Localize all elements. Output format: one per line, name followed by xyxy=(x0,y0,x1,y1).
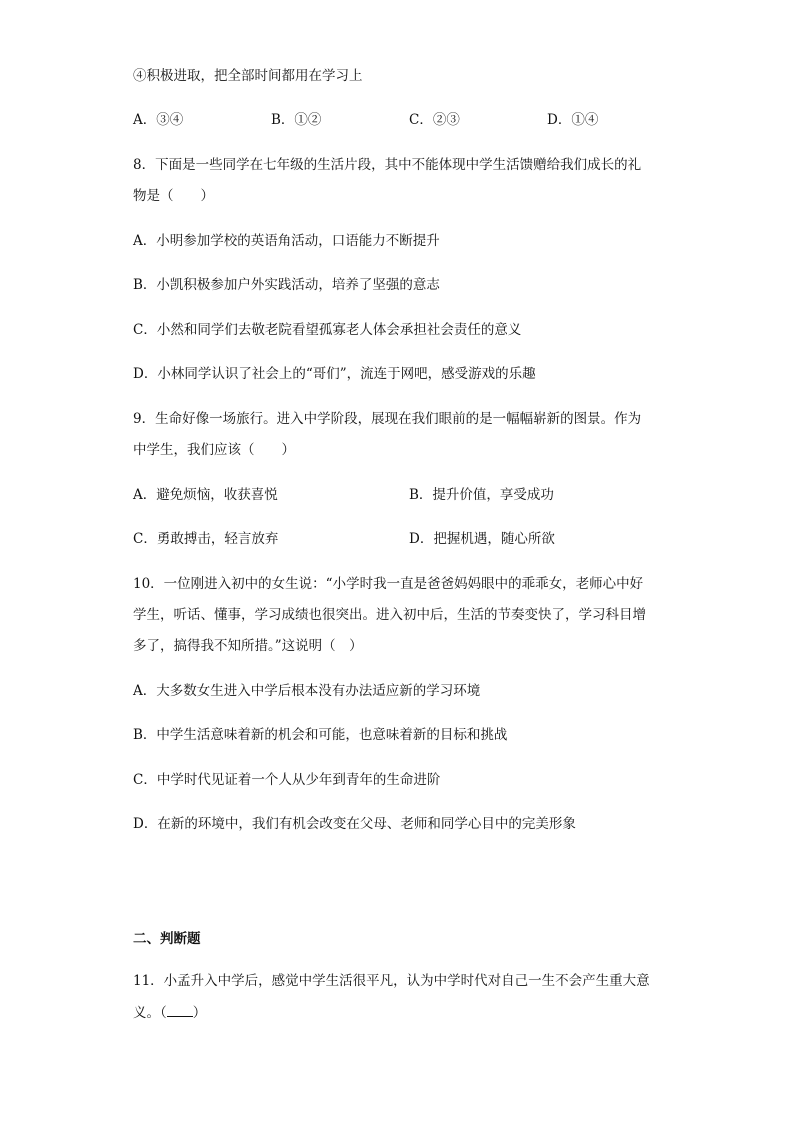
q9-option-b: B．提升价值，享受成功 xyxy=(409,487,554,503)
q9-option-d: D．把握机遇，随心所欲 xyxy=(409,531,555,547)
q10-option-b: B．中学生活意味着新的机会和可能，也意味着新的目标和挑战 xyxy=(133,727,508,743)
q9-stem-line-2: 中学生，我们应该（ ） xyxy=(133,442,295,458)
q10-option-a: A．大多数女生进入中学后根本没有办法适应新的学习环境 xyxy=(133,683,481,699)
q7-option-d: D．①④ xyxy=(547,112,599,128)
q7-option-b: B．①② xyxy=(271,112,322,128)
q9-option-a: A．避免烦恼，收获喜悦 xyxy=(133,487,278,503)
q7-option-a: A．③④ xyxy=(133,112,184,128)
q10-stem-line-2: 学生，听话、懂事，学习成绩也很突出。进入初中后，生活的节奏变快了，学习科目增 xyxy=(133,607,646,623)
q11-stem-line-2 xyxy=(133,1002,206,1023)
q8-stem-line-2: 物是（ ） xyxy=(133,188,214,204)
q10-stem-line-3: 多了，搞得我不知所措。”这说明（ ） xyxy=(133,638,363,654)
q11-stem-line-2-prefix: 义。（ xyxy=(133,1005,167,1021)
q10-option-d: D．在新的环境中，我们有机会改变在父母、老师和同学心目中的完美形象 xyxy=(133,816,576,832)
q11-answer-blank[interactable] xyxy=(167,1002,193,1017)
q8-option-c: C．小然和同学们去敬老院看望孤寡老人体会承担社会责任的意义 xyxy=(133,322,522,338)
q7-item-4: ④积极进取，把全部时间都用在学习上 xyxy=(133,68,363,84)
q7-option-c: C．②③ xyxy=(409,112,460,128)
q8-option-b: B．小凯积极参加户外实践活动，培养了坚强的意志 xyxy=(133,277,440,293)
section-title-judgement: 二、判断题 xyxy=(133,931,201,947)
q9-stem-line-1: 9．生命好像一场旅行。进入中学阶段，展现在我们眼前的是一幅幅崭新的图景。作为 xyxy=(133,411,642,427)
q8-option-d: D．小林同学认识了社会上的“哥们”，流连于网吧，感受游戏的乐趣 xyxy=(133,366,536,382)
q11-stem-line-2-suffix: ） xyxy=(192,1005,207,1021)
q11-stem-line-1: 11．小孟升入中学后，感觉中学生活很平凡，认为中学时代对自己一生不会产生重大意 xyxy=(133,973,650,989)
q9-option-c: C．勇敢搏击，轻言放弃 xyxy=(133,531,279,547)
q8-stem-line-1: 8．下面是一些同学在七年级的生活片段，其中不能体现中学生活馈赠给我们成长的礼 xyxy=(133,157,642,173)
q10-stem-line-1: 10．一位刚进入初中的女生说：“小学时我一直是爸爸妈妈眼中的乖乖女，老师心中好 xyxy=(133,576,644,592)
q10-option-c: C．中学时代见证着一个人从少年到青年的生命进阶 xyxy=(133,772,441,788)
q8-option-a: A．小明参加学校的英语角活动，口语能力不断提升 xyxy=(133,233,440,249)
